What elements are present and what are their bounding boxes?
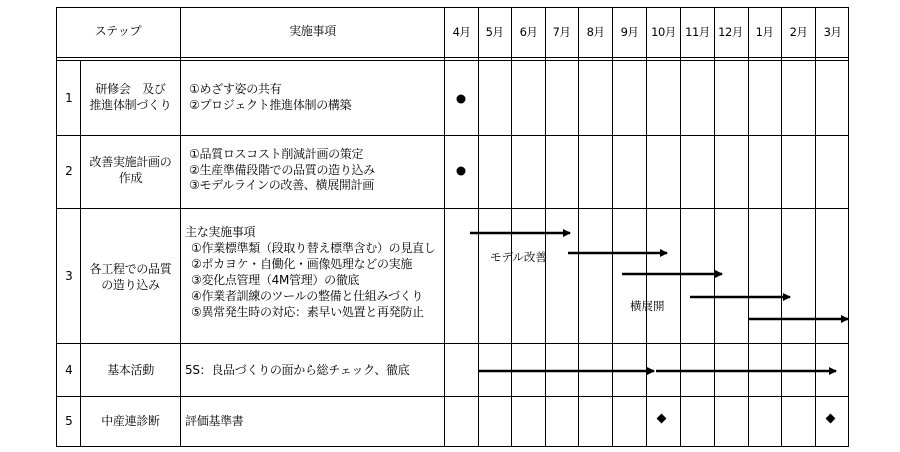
row-number: 4 (65, 363, 73, 377)
month-jan: 1月 (755, 25, 774, 39)
month-feb: 2月 (789, 25, 808, 39)
row5-items: 評価基準書 (185, 414, 244, 428)
row-number: 5 (65, 414, 73, 428)
month-nov: 11月 (685, 25, 710, 39)
row4-items: 5S：良品づくりの面から総チェック、徹底 (185, 363, 410, 377)
month-sep: 9月 (620, 25, 639, 39)
month-oct: 10月 (651, 25, 676, 39)
row3-items: 主な実施事項 ①作業標準類（段取り替え標準含む）の見直し ②ポカヨケ・自働化・画像処理などの実施 ③変化点管理（4M管理）の徹底 ④作業者訓練のツールの整備と仕組みづくり ⑤異常発生時の対応：素早い処置と再発防止 (185, 225, 436, 319)
marker-dot-row1 (457, 95, 466, 104)
marker-dot-row2 (457, 167, 466, 176)
row-number: 2 (65, 164, 73, 178)
annotation-yoko-tenkai: 横展開 (630, 299, 665, 313)
row1-step: 研修会 及び 推進体制づくり (89, 82, 172, 112)
row5-step: 中産連診断 (101, 414, 160, 428)
month-aug: 8月 (586, 25, 605, 39)
row2-step: 改善実施計画の 作成 (89, 155, 172, 185)
row3-step: 各工程での品質 の造り込み (89, 262, 172, 292)
row-number: 3 (65, 269, 73, 283)
header-items: 実施事項 (289, 24, 336, 38)
row2-items: ①品質ロスコスト削減計画の策定 ②生産準備段階での品質の造り込み ③モデルラインの改善、横展開計画 (189, 147, 375, 192)
month-dec: 12月 (718, 25, 743, 39)
row1-items: ①めざす姿の共有 ②プロジェクト推進体制の構築 (189, 82, 352, 112)
marker-diamond-mar (826, 414, 836, 424)
month-mar: 3月 (823, 25, 842, 39)
annotation-model-kaizen: モデル改善 (490, 250, 547, 264)
month-may: 5月 (485, 25, 504, 39)
marker-diamond-oct (657, 414, 667, 424)
row4-step: 基本活動 (107, 363, 154, 377)
row-number: 1 (65, 91, 73, 105)
month-jul: 7月 (552, 25, 571, 39)
month-jun: 6月 (519, 25, 538, 39)
header-step: ステップ (94, 24, 142, 38)
month-apr: 4月 (452, 25, 471, 39)
